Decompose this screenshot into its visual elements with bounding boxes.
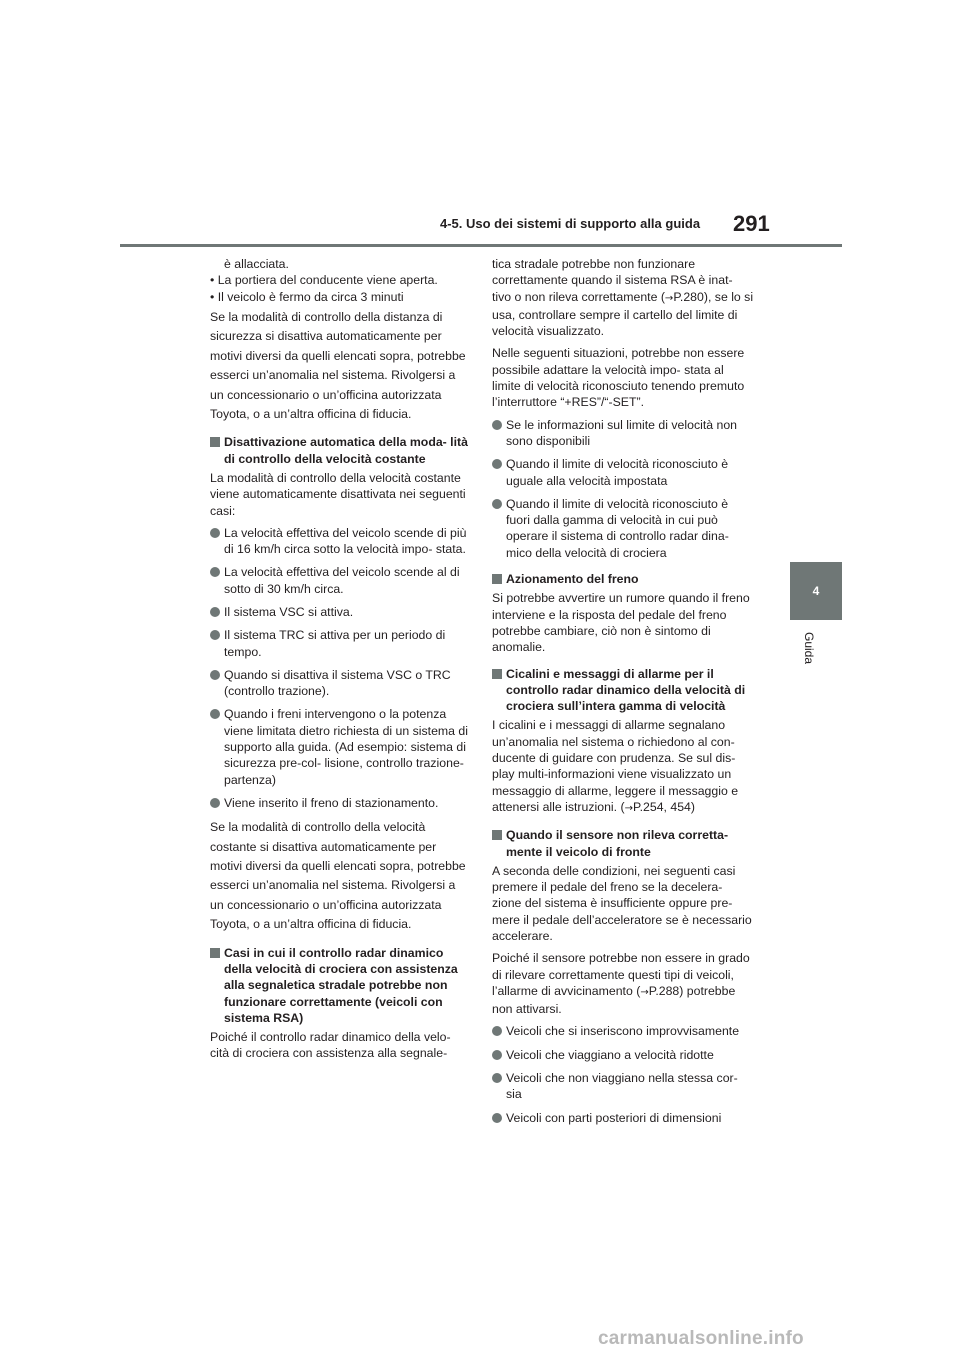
bullet-dot-icon (492, 1073, 502, 1083)
paragraph: Poiché il sensore potrebbe non essere in grado di rilevare correttamente questi tipi di veicoli, l’allarme di avvicinamento (→P.288) potrebbe non attivarsi. (492, 951, 750, 1017)
section-heading: Quando il sensore non rileva corretta- mente il veicolo di fronte (492, 827, 754, 860)
arrow-right-icon: → (664, 292, 674, 304)
list-item: Quando si disattiva il sistema VSC o TRC (controllo trazione). (210, 667, 468, 700)
list-item: Viene inserito il freno di stazionamento. (210, 795, 468, 811)
bullet-dot-icon (492, 420, 502, 430)
bullet-dot-icon (210, 798, 220, 808)
intro-dash-item: • La portiera del conducente viene aperta. (210, 273, 438, 288)
page-reference-link[interactable]: P.288) potrebbe non attivarsi. (492, 983, 736, 1017)
list-item: La velocità effettiva del veicolo scende al di sotto di 30 km/h circa. (210, 564, 468, 597)
bullet-dot-icon (210, 709, 220, 719)
list-item: Il sistema TRC si attiva per un periodo di tempo. (210, 627, 468, 660)
section-heading: Disattivazione automatica della moda- lità di controllo della velocità costante (210, 434, 468, 467)
list-item: Quando il limite di velocità riconosciuto è uguale alla velocità impostata (492, 456, 754, 489)
list-item: Quando il limite di velocità riconosciuto è fuori dalla gamma di velocità in cui può operare il sistema di controllo radar dina- mico della velocità di crociera (492, 496, 754, 561)
intro-dash-item: • Il veicolo è fermo da circa 3 minuti (210, 289, 404, 304)
paragraph: Poiché il controllo radar dinamico della velo- cità di crociera con assistenza alla segnale- (210, 1030, 451, 1061)
paragraph: A seconda delle condizioni, nei seguenti casi premere il pedale del freno se la decelera- zione del sistema è insufficiente oppure pre- mere il pedale dell’acceleratore se è necessario accelerare. (492, 863, 752, 943)
square-marker-icon (210, 437, 220, 447)
paragraph: Si potrebbe avvertire un rumore quando il freno interviene e la risposta del pedale del freno potrebbe cambiare, ciò non è sintomo di anomalie. (492, 591, 750, 655)
section-heading: Casi in cui il controllo radar dinamico della velocità di crociera con assistenza alla segnaletica stradale potrebbe non funzionare correttamente (veicoli con sistema RSA) (210, 945, 468, 1026)
section-heading: Azionamento del freno (492, 571, 754, 587)
list-item: Veicoli che non viaggiano nella stessa cor- sia (492, 1070, 754, 1103)
page-reference-link[interactable]: P.254, 454) (632, 799, 695, 814)
page-number: 291 (733, 211, 770, 236)
left-column (210, 256, 468, 1068)
chapter-tab-label: Guida (802, 632, 816, 665)
list-item: Veicoli che si inseriscono improvvisamente (492, 1023, 754, 1039)
bullet-dot-icon (492, 1026, 502, 1036)
arrow-right-icon: → (640, 986, 649, 998)
square-marker-icon (210, 948, 220, 958)
paragraph: La modalità di controllo della velocità costante viene automaticamente disattivata nei seguenti casi: (210, 470, 466, 518)
list-item: Il sistema VSC si attiva. (210, 604, 468, 620)
bullet-dot-icon (210, 567, 220, 577)
arrow-right-icon: → (624, 802, 633, 814)
intro-continuation: è allacciata. (224, 257, 289, 271)
bullet-dot-icon (210, 670, 220, 680)
bullet-dot-icon (492, 1050, 502, 1060)
square-marker-icon (492, 574, 502, 584)
bullet-dot-icon (492, 459, 502, 469)
list-item: Quando i freni intervengono o la potenza viene limitata dietro richiesta di un sistema di supporto alla guida. (Ad esempio: sistema di sicurezza pre-col- lisione, controllo trazione-partenza) (210, 706, 468, 787)
square-marker-icon (492, 669, 502, 679)
paragraph: Se la modalità di controllo della distanza di sicurezza si disattiva automaticamente per motivi diversi da quelli elencati sopra, potrebbe esserci un’anomalia nel sistema. Rivolgersi a un concessionario o un’officina autorizzata Toyota, o a un’altra officina di fiducia. (210, 309, 466, 421)
chapter-tab[interactable] (790, 562, 842, 620)
paragraph: Se la modalità di controllo della velocità costante si disattiva automaticamente per motivi diversi da quelli elencati sopra, potrebbe esserci un’anomalia nel sistema. Rivolgersi a un concessionario o un’officina autorizzata Toyota, o a un’altra officina di fiducia. (210, 820, 466, 932)
paragraph: Nelle seguenti situazioni, potrebbe non essere possibile adattare la velocità impo- stata al limite di velocità riconosciuto tenendo premuto l’interruttore “+RES”/“-SET”. (492, 346, 745, 410)
watermark: carmanualsonline.info (598, 1328, 804, 1349)
section-heading: Cicalini e messaggi di allarme per il controllo radar dinamico della velocità di crociera sull’intera gamma di velocità (492, 666, 754, 715)
bullet-dot-icon (492, 1113, 502, 1123)
header-rule (120, 244, 842, 247)
list-item: La velocità effettiva del veicolo scende di più di 16 km/h circa sotto la velocità impo- stata. (210, 525, 468, 558)
list-item: Veicoli che viaggiano a velocità ridotte (492, 1047, 754, 1063)
bullet-dot-icon (210, 630, 220, 640)
header-section-title: 4-5. Uso dei sistemi di supporto alla guida (440, 216, 701, 231)
right-column (492, 256, 754, 1133)
chapter-tab-number: 4 (812, 584, 820, 598)
list-item: Se le informazioni sul limite di velocità non sono disponibili (492, 417, 754, 450)
square-marker-icon (492, 830, 502, 840)
bullet-dot-icon (492, 499, 502, 509)
page-reference-link[interactable]: P.280), se lo si usa, controllare sempre il cartello del limite di velocità visualizzato. (492, 289, 754, 339)
paragraph: I cicalini e i messaggi di allarme segnalano un’anomalia nel sistema o richiedono al con- ducente di guidare con prudenza. Se sul dis- play multi-informazioni viene visualizzato un messaggio di allarme, leggere il messaggio e attenersi alle istruzioni. (→P.254, 454) (492, 718, 739, 814)
bullet-dot-icon (210, 528, 220, 538)
bullet-dot-icon (210, 607, 220, 617)
list-item: Veicoli con parti posteriori di dimensioni (492, 1110, 754, 1126)
paragraph: tica stradale potrebbe non funzionare correttamente quando il sistema RSA è inat- tivo o non rileva correttamente (→P.280), se lo si usa, controllare sempre il cartello del limite di velocità visualizzato. (492, 257, 754, 339)
